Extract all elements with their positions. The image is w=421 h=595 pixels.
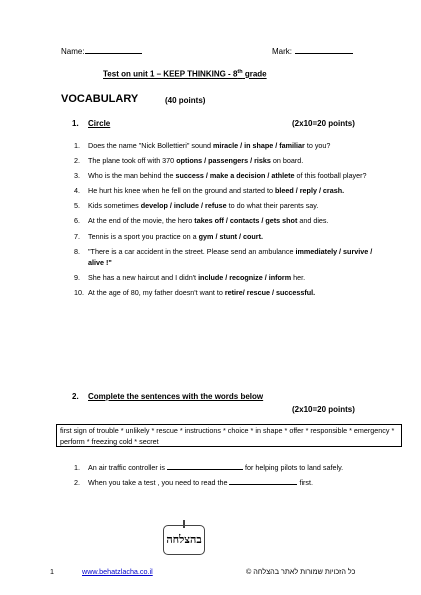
part1-number: 1. bbox=[72, 119, 79, 128]
question-segment: and dies. bbox=[297, 216, 329, 226]
question-item bbox=[74, 272, 374, 284]
question-text bbox=[88, 232, 263, 241]
question-segment: Does the name "Nick Bollettieri" sound bbox=[88, 141, 213, 150]
sentence-before-blank: An air traffic controller is bbox=[88, 463, 167, 472]
part1-points: (2x10=20 points) bbox=[292, 119, 355, 128]
question-segment: Kids sometimes bbox=[88, 201, 141, 211]
answer-options[interactable]: retire/ rescue / successful. bbox=[224, 288, 316, 298]
answer-blank[interactable] bbox=[229, 477, 297, 485]
footer-link[interactable] bbox=[82, 567, 153, 576]
question-segment: The plane took off with 370 bbox=[88, 156, 177, 166]
answer-options[interactable]: bleed / reply / crash. bbox=[275, 186, 345, 196]
question-item bbox=[74, 215, 374, 227]
sentence-before-blank: When you take a test , you need to read the bbox=[88, 478, 230, 488]
answer-options[interactable]: gym / stunt / court. bbox=[198, 231, 263, 241]
question-text bbox=[88, 216, 329, 225]
question-number: 8. bbox=[74, 246, 80, 256]
question-segment: At the end of the movie, the hero bbox=[88, 216, 195, 226]
mark-blank[interactable] bbox=[295, 46, 353, 54]
question-number: 5. bbox=[74, 201, 80, 211]
question-segment: on board. bbox=[270, 156, 304, 166]
complete-question-list bbox=[74, 462, 374, 492]
question-number: 3. bbox=[74, 171, 80, 181]
section-points: (40 points) bbox=[165, 96, 206, 105]
name-label: Name: bbox=[61, 47, 85, 56]
test-title-superscript: th bbox=[237, 69, 243, 75]
word-bank-text: first sign of trouble * unlikely * rescue * instructions * choice * in shape * offer * responsible * emergency * perform * freezing cold * secret bbox=[60, 426, 395, 446]
question-number: 9. bbox=[74, 273, 80, 283]
question-segment: to do what their parents say. bbox=[226, 201, 319, 211]
part1-title: Circle bbox=[88, 119, 111, 128]
word-bank-box bbox=[56, 424, 402, 447]
question-text bbox=[88, 247, 372, 268]
question-segment: She has a new haircut and I didn't bbox=[88, 273, 199, 283]
answer-options[interactable]: immediately / survive / alive !" bbox=[88, 246, 373, 268]
question-text bbox=[88, 156, 303, 165]
name-blank[interactable] bbox=[85, 46, 142, 54]
question-item bbox=[74, 155, 374, 167]
part2-number: 2. bbox=[72, 392, 79, 401]
mark-label: Mark: bbox=[272, 47, 292, 56]
question-text bbox=[88, 141, 330, 150]
sentence-number: 1. bbox=[74, 463, 80, 472]
question-segment: her. bbox=[291, 273, 306, 283]
question-text bbox=[88, 201, 318, 210]
answer-options[interactable]: success / make a decision / athlete bbox=[175, 171, 295, 181]
question-number: 7. bbox=[74, 231, 80, 241]
question-number: 2. bbox=[74, 156, 80, 166]
sentence-item bbox=[74, 462, 374, 474]
mark-field bbox=[272, 46, 353, 56]
question-item bbox=[74, 140, 374, 152]
question-segment: Tennis is a sport you practice on a bbox=[88, 231, 199, 241]
question-segment: At the age of 80, my father doesn't want to bbox=[88, 288, 225, 298]
sentence-item bbox=[74, 477, 374, 489]
question-segment: Who is the man behind the bbox=[88, 171, 176, 181]
question-segment: of this football player? bbox=[294, 171, 367, 181]
copyright-text: כל הזכויות שמורות לאתר בהצלחה © bbox=[246, 567, 356, 576]
question-segment: "There is a car accident in the street. Please send an ambulance bbox=[88, 246, 296, 256]
logo-mark bbox=[183, 520, 185, 528]
test-title-main: Test on unit 1 – KEEP THINKING - 8 bbox=[103, 69, 238, 79]
question-segment: He hurt his knee when he fell on the ground and started to bbox=[88, 186, 275, 196]
answer-options[interactable]: develop / include / refuse bbox=[140, 201, 227, 211]
question-item bbox=[74, 200, 374, 212]
question-number: 6. bbox=[74, 216, 80, 226]
test-title-end: grade bbox=[242, 69, 267, 79]
section-title: VOCABULARY bbox=[61, 93, 139, 105]
sentence-after-blank: first. bbox=[297, 478, 314, 488]
website-link[interactable]: www.behatzlacha.co.il bbox=[82, 567, 153, 576]
question-text bbox=[88, 171, 366, 180]
answer-blank[interactable] bbox=[167, 462, 243, 470]
answer-options[interactable]: options / passengers / risks bbox=[176, 156, 271, 166]
logo-text: בהצלחה bbox=[166, 533, 202, 546]
question-number: 4. bbox=[74, 186, 80, 196]
question-text bbox=[88, 186, 344, 195]
part2-title: Complete the sentences with the words below bbox=[88, 392, 264, 401]
question-text bbox=[88, 288, 315, 297]
sentence-after-blank: for helping pilots to land safely. bbox=[242, 463, 344, 472]
question-item bbox=[74, 170, 374, 182]
question-text bbox=[88, 273, 305, 282]
question-item bbox=[74, 287, 374, 299]
answer-options[interactable]: takes off / contacts / gets shot bbox=[194, 216, 298, 226]
question-number: 1. bbox=[74, 141, 80, 150]
name-field bbox=[61, 46, 142, 56]
question-number: 10. bbox=[74, 288, 84, 298]
question-item bbox=[74, 246, 374, 269]
sentence-number: 2. bbox=[74, 478, 80, 488]
answer-options[interactable]: miracle / in shape / familiar bbox=[212, 141, 305, 150]
question-segment: to you? bbox=[304, 141, 331, 150]
behatzlacha-logo bbox=[163, 525, 205, 555]
answer-options[interactable]: include / recognize / inform bbox=[198, 273, 292, 283]
question-item bbox=[74, 185, 374, 197]
circle-question-list bbox=[74, 140, 374, 303]
page-number: 1 bbox=[50, 567, 54, 576]
part2-points: (2x10=20 points) bbox=[292, 405, 355, 414]
question-item bbox=[74, 231, 374, 243]
test-title bbox=[103, 69, 267, 79]
